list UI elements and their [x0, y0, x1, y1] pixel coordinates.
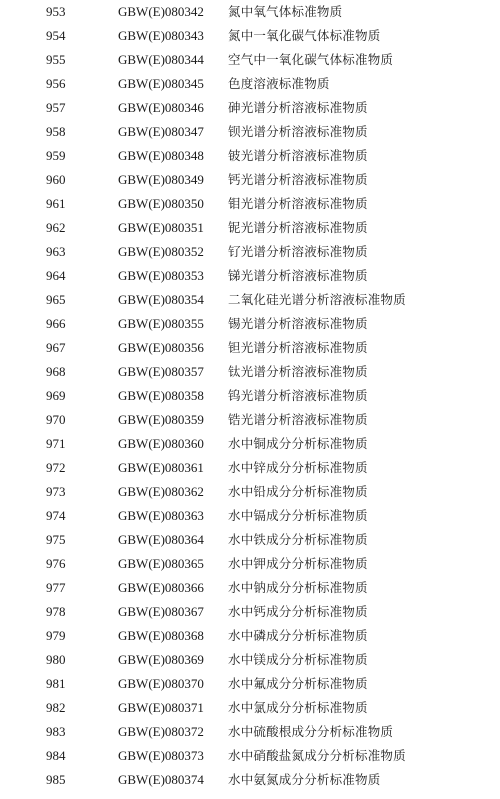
row-name: 钡光谱分析溶液标准物质 [228, 124, 368, 139]
table-row [0, 144, 500, 168]
row-name: 水中氟成分分析标准物质 [228, 676, 368, 691]
row-code: GBW(E)080369 [118, 652, 204, 667]
row-name: 钙光谱分析溶液标准物质 [228, 172, 368, 187]
row-number: 970 [46, 412, 66, 427]
table-row [0, 768, 500, 792]
row-code: GBW(E)080344 [118, 52, 204, 67]
row-name: 钛光谱分析溶液标准物质 [228, 364, 368, 379]
table-row [0, 96, 500, 120]
table-row [0, 192, 500, 216]
table-row [0, 360, 500, 384]
row-code: GBW(E)080372 [118, 724, 204, 739]
row-number: 955 [46, 52, 66, 67]
table-row [0, 624, 500, 648]
row-code: GBW(E)080374 [118, 772, 204, 787]
row-name: 铌光谱分析溶液标准物质 [228, 220, 368, 235]
table-row [0, 528, 500, 552]
row-code: GBW(E)080365 [118, 556, 204, 571]
table-row [0, 456, 500, 480]
table-row [0, 672, 500, 696]
row-number: 975 [46, 532, 66, 547]
row-code: GBW(E)080360 [118, 436, 204, 451]
row-code: GBW(E)080346 [118, 100, 204, 115]
row-number: 968 [46, 364, 66, 379]
row-code: GBW(E)080350 [118, 196, 204, 211]
table-row [0, 240, 500, 264]
row-name: 铍光谱分析溶液标准物质 [228, 148, 368, 163]
table-row [0, 552, 500, 576]
table-row [0, 648, 500, 672]
row-name: 钨光谱分析溶液标准物质 [228, 388, 368, 403]
row-code: GBW(E)080353 [118, 268, 204, 283]
row-name: 空气中一氧化碳气体标准物质 [228, 52, 394, 67]
row-number: 977 [46, 580, 66, 595]
table-row [0, 384, 500, 408]
row-name: 二氧化硅光谱分析溶液标准物质 [228, 292, 406, 307]
row-code: GBW(E)080370 [118, 676, 204, 691]
row-code: GBW(E)080355 [118, 316, 204, 331]
row-name: 水中镁成分分析标准物质 [228, 652, 368, 667]
table-row [0, 720, 500, 744]
row-code: GBW(E)080357 [118, 364, 204, 379]
row-number: 980 [46, 652, 66, 667]
row-code: GBW(E)080342 [118, 4, 204, 19]
row-name: 砷光谱分析溶液标准物质 [228, 100, 368, 115]
table-row [0, 408, 500, 432]
table-row [0, 576, 500, 600]
table-row [0, 72, 500, 96]
row-code: GBW(E)080351 [118, 220, 204, 235]
row-number: 985 [46, 772, 66, 787]
table-row [0, 120, 500, 144]
row-code: GBW(E)080371 [118, 700, 204, 715]
row-name: 水中钙成分分析标准物质 [228, 604, 368, 619]
row-code: GBW(E)080356 [118, 340, 204, 355]
row-name: 水中锌成分分析标准物质 [228, 460, 368, 475]
row-code: GBW(E)080358 [118, 388, 204, 403]
row-number: 958 [46, 124, 66, 139]
row-code: GBW(E)080354 [118, 292, 204, 307]
row-name: 水中磷成分分析标准物质 [228, 628, 368, 643]
row-code: GBW(E)080361 [118, 460, 204, 475]
row-number: 976 [46, 556, 66, 571]
row-code: GBW(E)080359 [118, 412, 204, 427]
row-name: 锆光谱分析溶液标准物质 [228, 412, 368, 427]
row-number: 978 [46, 604, 66, 619]
row-code: GBW(E)080363 [118, 508, 204, 523]
row-name: 钽光谱分析溶液标准物质 [228, 340, 368, 355]
row-number: 974 [46, 508, 66, 523]
row-number: 981 [46, 676, 66, 691]
table-row [0, 48, 500, 72]
row-name: 水中氯成分分析标准物质 [228, 700, 368, 715]
table-row [0, 216, 500, 240]
row-name: 水中铜成分分析标准物质 [228, 436, 368, 451]
row-name: 氮中一氧化碳气体标准物质 [228, 28, 381, 43]
row-number: 956 [46, 76, 66, 91]
row-number: 959 [46, 148, 66, 163]
row-number: 982 [46, 700, 66, 715]
row-number: 961 [46, 196, 66, 211]
row-code: GBW(E)080368 [118, 628, 204, 643]
table-row [0, 288, 500, 312]
row-number: 983 [46, 724, 66, 739]
row-name: 水中铁成分分析标准物质 [228, 532, 368, 547]
table-row [0, 168, 500, 192]
row-number: 953 [46, 4, 66, 19]
row-name: 水中硫酸根成分分析标准物质 [228, 724, 394, 739]
table-row [0, 24, 500, 48]
row-code: GBW(E)080362 [118, 484, 204, 499]
row-name: 水中钾成分分析标准物质 [228, 556, 368, 571]
row-code: GBW(E)080343 [118, 28, 204, 43]
row-number: 963 [46, 244, 66, 259]
table-row [0, 264, 500, 288]
table-row [0, 312, 500, 336]
row-number: 960 [46, 172, 66, 187]
row-number: 969 [46, 388, 66, 403]
row-name: 水中氨氮成分分析标准物质 [228, 772, 381, 787]
row-code: GBW(E)080349 [118, 172, 204, 187]
row-code: GBW(E)080366 [118, 580, 204, 595]
row-code: GBW(E)080345 [118, 76, 204, 91]
row-name: 水中钠成分分析标准物质 [228, 580, 368, 595]
table-row [0, 432, 500, 456]
row-number: 984 [46, 748, 66, 763]
row-number: 967 [46, 340, 66, 355]
row-number: 965 [46, 292, 66, 307]
row-number: 972 [46, 460, 66, 475]
row-number: 964 [46, 268, 66, 283]
table-row [0, 744, 500, 768]
row-code: GBW(E)080352 [118, 244, 204, 259]
row-code: GBW(E)080348 [118, 148, 204, 163]
row-code: GBW(E)080373 [118, 748, 204, 763]
table-row [0, 480, 500, 504]
row-number: 957 [46, 100, 66, 115]
row-name: 水中镉成分分析标准物质 [228, 508, 368, 523]
row-name: 钌光谱分析溶液标准物质 [228, 244, 368, 259]
row-number: 954 [46, 28, 66, 43]
row-name: 色度溶液标准物质 [228, 76, 330, 91]
row-name: 水中硝酸盐氮成分分析标准物质 [228, 748, 406, 763]
row-number: 979 [46, 628, 66, 643]
row-number: 973 [46, 484, 66, 499]
table-row [0, 336, 500, 360]
row-code: GBW(E)080367 [118, 604, 204, 619]
row-name: 锡光谱分析溶液标准物质 [228, 316, 368, 331]
table-row [0, 0, 500, 24]
table-row [0, 504, 500, 528]
row-name: 氮中氧气体标准物质 [228, 4, 343, 19]
row-name: 锑光谱分析溶液标准物质 [228, 268, 368, 283]
row-number: 962 [46, 220, 66, 235]
row-name: 水中铅成分分析标准物质 [228, 484, 368, 499]
table-row [0, 600, 500, 624]
table-row [0, 696, 500, 720]
row-name: 钼光谱分析溶液标准物质 [228, 196, 368, 211]
row-number: 966 [46, 316, 66, 331]
row-code: GBW(E)080347 [118, 124, 204, 139]
row-code: GBW(E)080364 [118, 532, 204, 547]
row-number: 971 [46, 436, 66, 451]
